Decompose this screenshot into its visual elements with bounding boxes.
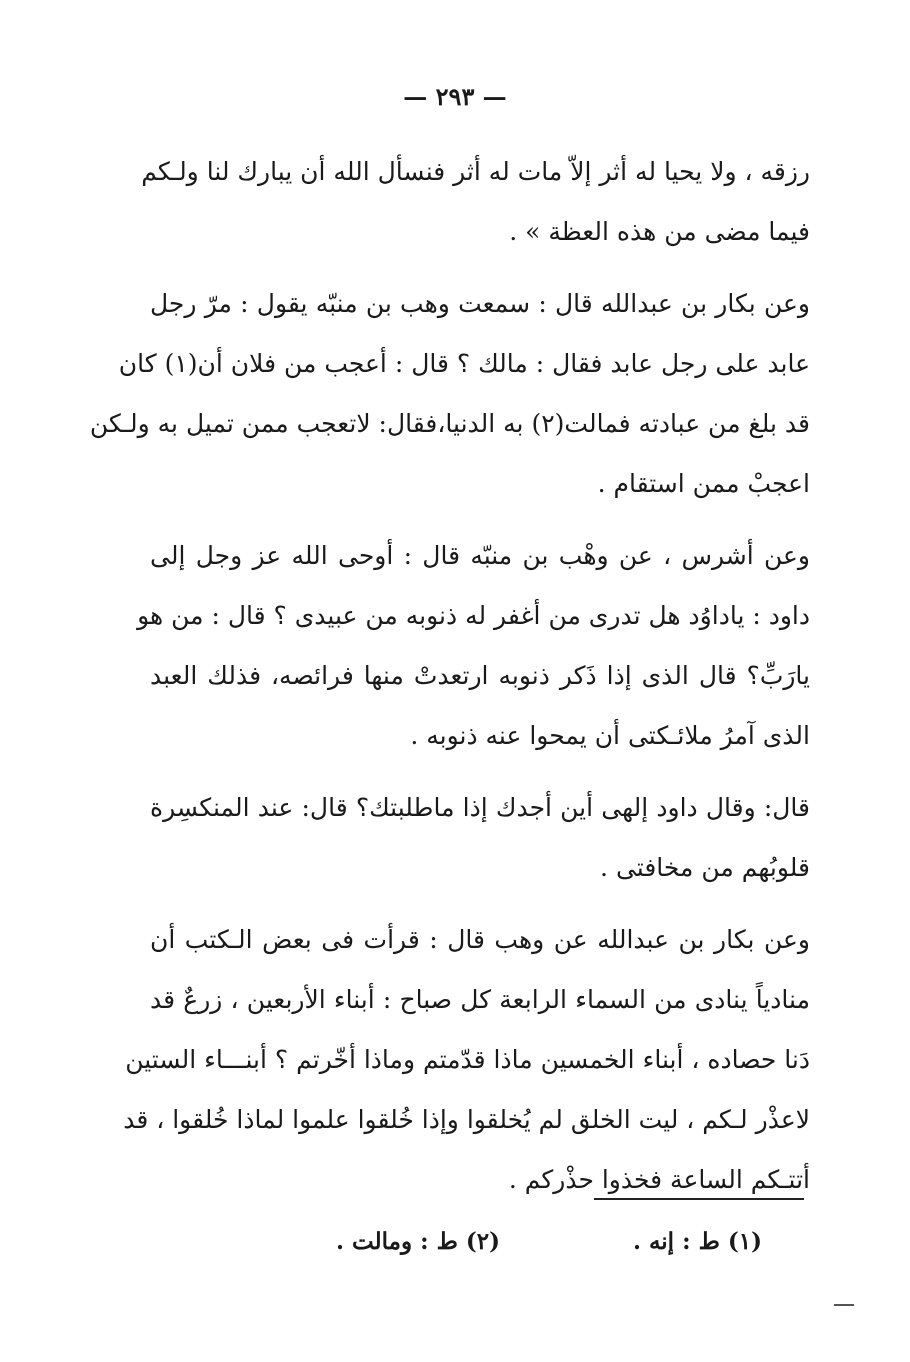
text-line: وعن أشرس ، عن وهْب بن منبّه قال : أوحى الله عز وجل إلى: [150, 541, 810, 570]
text-line: يارَبِّ؟ قال الذى إذا ذَكر ذنوبه ارتعدتْ منها فرائصه، فذلك العبد: [150, 661, 810, 690]
paragraph-gap: [150, 766, 810, 778]
text-line: عابد على رجل عابد فقال : مالك ؟ قال : أعجب من فلان أن(١) كان: [118, 349, 810, 378]
text-line: داود : ياداوُد هل تدرى من أغفر له ذنوبه من عبيدى ؟ قال : من هو: [137, 601, 810, 630]
paragraph-gap: [150, 262, 810, 274]
footnote-2: (٢) ط : ومالت .: [336, 1228, 500, 1255]
text-line: رزقه ، ولا يحيا له أثر إلاّ مات له أثر فنسأل الله أن يبارك لنا ولـكم: [141, 157, 810, 186]
text-line: الذى آمرُ ملائـكتى أن يمحوا عنه ذنوبه .: [410, 721, 810, 750]
text-line: قلوبُهم من مخافتى .: [600, 853, 810, 882]
paragraph-gap: [150, 514, 810, 526]
body-text: [89, 142, 810, 1210]
text-line: منادياً ينادى من السماء الرابعة كل صباح : أبناء الأربعين ، زرعٌ قد: [150, 985, 810, 1014]
page-number: — ٢٩٣ —: [403, 82, 507, 111]
paragraph-gap: [150, 898, 810, 910]
footnote-1: (١) ط : إنه .: [632, 1228, 762, 1255]
text-line: وعن بكار بن عبدالله عن وهب قال : قرأت فى بعض الـكتب أن: [150, 925, 810, 954]
text-line: أتتـكم الساعة فخذوا حذْركم .: [508, 1165, 810, 1194]
text-line: وعن بكار بن عبدالله قال : سمعت وهب بن منبّه يقول : مرّ رجل: [150, 289, 810, 318]
text-line: فيما مضى من هذه العظة » .: [509, 217, 810, 246]
text-line: لاعذْر لـكم ، ليت الخلق لم يُخلقوا وإذا خُلقوا علموا لماذا خُلقوا ، قد: [123, 1105, 810, 1134]
text-line: اعجبْ ممن استقام .: [597, 469, 810, 498]
text-line: دَنا حصاده ، أبناء الخمسين ماذا قدّمتم وماذا أخّرتم ؟ أبنـــاء الستين: [125, 1045, 810, 1074]
text-line: قد بلغ من عبادته فمالت(٢) به الدنيا،فقال: لاتعجب ممن تميل به ولـكن: [89, 409, 810, 438]
footnote-divider: [594, 1198, 804, 1200]
margin-mark: [834, 1304, 854, 1306]
text-line: قال: وقال داود إلهى أين أجدك إذا ماطلبتك؟ قال: عند المنكسِرة: [150, 793, 810, 822]
